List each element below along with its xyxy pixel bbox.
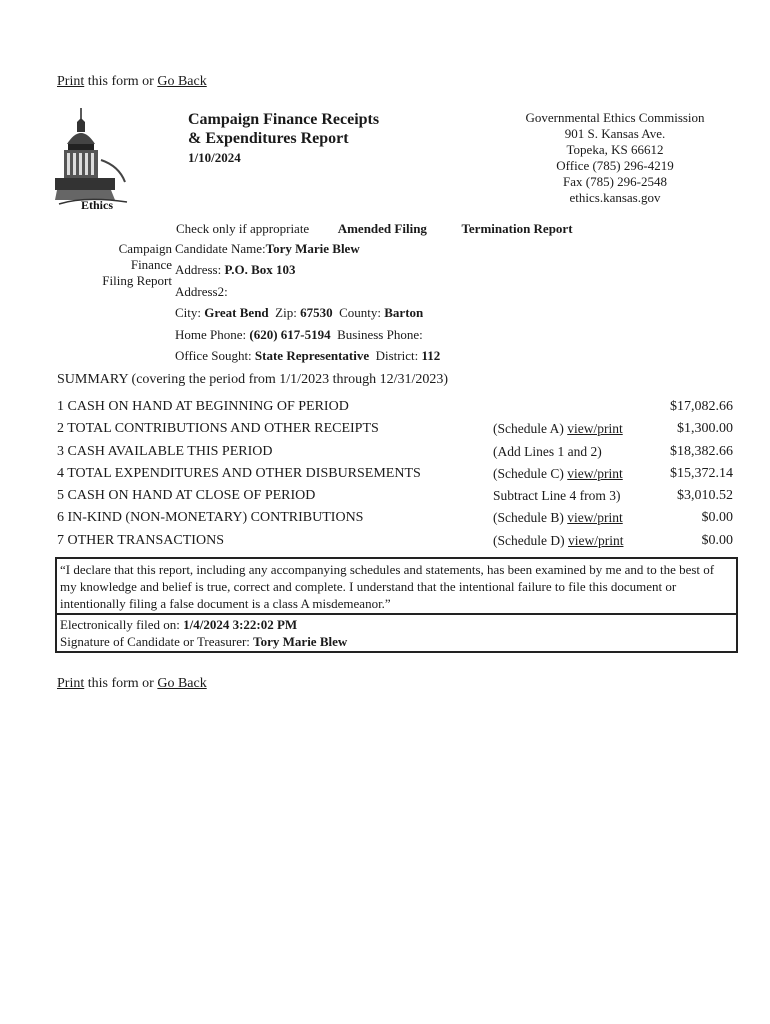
summary-row-schedule-cell	[493, 530, 623, 552]
address-label: Address:	[175, 262, 222, 277]
summary-row-label: 1 CASH ON HAND AT BEGINNING OF PERIOD	[57, 399, 349, 414]
agency-city-state-zip: Topeka, KS 66612	[566, 142, 664, 157]
signature-label: Signature of Candidate or Treasurer:	[60, 634, 254, 649]
zip-value: 67530	[300, 305, 333, 320]
summary-row-label: 2 TOTAL CONTRIBUTIONS AND OTHER RECEIPTS	[57, 421, 379, 437]
summary-row-amount: $1,300.00	[677, 421, 733, 437]
summary-row-amount: $0.00	[701, 510, 733, 526]
summary-table	[57, 396, 737, 552]
signature-value: Tory Marie Blew	[253, 634, 348, 649]
city-value: Great Bend	[204, 305, 269, 320]
address2-row	[175, 284, 228, 300]
report-title-line-1: Campaign Finance Receipts	[188, 111, 380, 128]
agency-website: ethics.kansas.gov	[569, 190, 661, 205]
go-back-link[interactable]: Go Back	[157, 676, 207, 691]
summary-row-amount: $18,382.66	[670, 443, 733, 459]
address-value: P.O. Box 103	[224, 262, 296, 277]
ethics-commission-capitol-logo	[55, 108, 139, 210]
summary-row-schedule: Subtract Line 4 from 3)	[493, 488, 621, 504]
report-title-line-2: & Expenditures Report	[188, 130, 349, 147]
summary-row-amount: $15,372.14	[670, 465, 733, 481]
report-date: 1/10/2024	[188, 150, 241, 165]
county-label: County:	[339, 305, 381, 320]
check-instruction: Check only if appropriate	[176, 221, 310, 236]
summary-row-amount: $17,082.66	[670, 399, 733, 414]
schedule-b-view-print-link[interactable]: view/print	[567, 510, 623, 526]
phone-row	[175, 327, 423, 343]
amended-filing-label: Amended Filing	[337, 221, 427, 236]
agency-name: Governmental Ethics Commission	[525, 110, 705, 125]
address-row	[175, 262, 296, 278]
summary-row	[57, 463, 737, 485]
candidate-name-row	[175, 241, 360, 257]
office-sought-value: State Representative	[254, 348, 370, 363]
summary-row-schedule-cell	[493, 418, 623, 440]
summary-row-schedule: (Schedule D)	[493, 532, 568, 548]
print-form-link[interactable]: Print	[57, 676, 85, 691]
filed-on-label: Electronically filed on:	[60, 617, 184, 632]
report-title-block	[188, 110, 379, 166]
city-label: City:	[175, 305, 202, 320]
agency-address-block	[490, 110, 740, 206]
office-sought-label: Office Sought:	[175, 348, 252, 363]
logo-ethics-text: Ethics	[81, 198, 114, 210]
summary-row	[57, 507, 737, 529]
district-value: 112	[421, 348, 441, 363]
summary-row	[57, 441, 737, 463]
summary-row-schedule-cell	[493, 463, 623, 485]
home-phone-value: (620) 617-5194	[249, 327, 331, 342]
summary-row-schedule: (Schedule A)	[493, 421, 568, 437]
declaration-text: “I declare that this report, including any accompanying schedules and statements, has been examined by me and to the best of my knowledge and belief is true, correct and complete. I understand that the intentional failure to file this document or intentionally filing a false document is a class A misdemeanor.”	[57, 559, 736, 615]
zip-label: Zip:	[275, 305, 297, 320]
county-value: Barton	[384, 305, 424, 320]
summary-row	[57, 396, 737, 418]
summary-row-schedule: (Schedule B)	[493, 510, 568, 526]
summary-row	[57, 530, 737, 552]
summary-row-label: 4 TOTAL EXPENDITURES AND OTHER DISBURSEMENTS	[57, 465, 421, 481]
candidate-name-label: Candidate Name:	[175, 241, 266, 256]
termination-report-label: Termination Report	[461, 221, 573, 236]
filed-on-row	[60, 616, 733, 633]
summary-title: SUMMARY (covering the period from 1/1/2023 through 12/31/2023)	[57, 372, 449, 387]
filing-signature-block	[57, 615, 736, 651]
summary-row-label: 3 CASH AVAILABLE THIS PERIOD	[57, 443, 273, 459]
schedule-a-view-print-link[interactable]: view/print	[567, 421, 623, 437]
summary-row-schedule-cell	[493, 507, 623, 529]
summary-row	[57, 485, 737, 507]
summary-row-schedule: (Add Lines 1 and 2)	[493, 443, 602, 459]
side-label-line-3: Filing Report	[102, 273, 172, 288]
city-row	[175, 305, 423, 321]
schedule-d-view-print-link[interactable]: view/print	[567, 532, 624, 548]
nav-links-bottom	[57, 676, 207, 692]
agency-office-phone: Office (785) 296-4219	[556, 158, 674, 173]
side-label-line-1: Campaign	[118, 241, 172, 256]
summary-row-label: 5 CASH ON HAND AT CLOSE OF PERIOD	[57, 488, 316, 504]
summary-row-schedule: (Schedule C)	[493, 465, 568, 481]
summary-row	[57, 418, 737, 440]
filed-on-value: 1/4/2024 3:22:02 PM	[183, 617, 298, 632]
home-phone-label: Home Phone:	[175, 327, 247, 342]
summary-row-label: 7 OTHER TRANSACTIONS	[57, 532, 224, 548]
print-form-link[interactable]: Print	[57, 74, 85, 89]
address2-label: Address2:	[175, 284, 228, 299]
agency-fax: Fax (785) 296-2548	[563, 174, 667, 189]
summary-row-label: 6 IN-KIND (NON-MONETARY) CONTRIBUTIONS	[57, 510, 364, 526]
business-phone-label: Business Phone:	[337, 327, 423, 342]
signature-row	[60, 633, 733, 650]
nav-links-top	[57, 74, 207, 90]
go-back-link[interactable]: Go Back	[157, 74, 207, 89]
nav-separator-text: this form or	[84, 74, 158, 89]
schedule-c-view-print-link[interactable]: view/print	[567, 465, 623, 481]
summary-row-amount: $3,010.52	[677, 488, 733, 504]
office-row	[175, 348, 440, 364]
summary-row-amount: $0.00	[701, 532, 733, 548]
campaign-finance-filing-report-label	[82, 241, 172, 289]
district-label: District:	[375, 348, 419, 363]
nav-separator-text: this form or	[84, 676, 158, 691]
candidate-name: Tory Marie Blew	[265, 241, 360, 256]
declaration-box	[55, 557, 738, 653]
side-label-line-2: Finance	[130, 257, 172, 272]
agency-street: 901 S. Kansas Ave.	[564, 126, 666, 141]
filing-type-row	[176, 221, 573, 237]
